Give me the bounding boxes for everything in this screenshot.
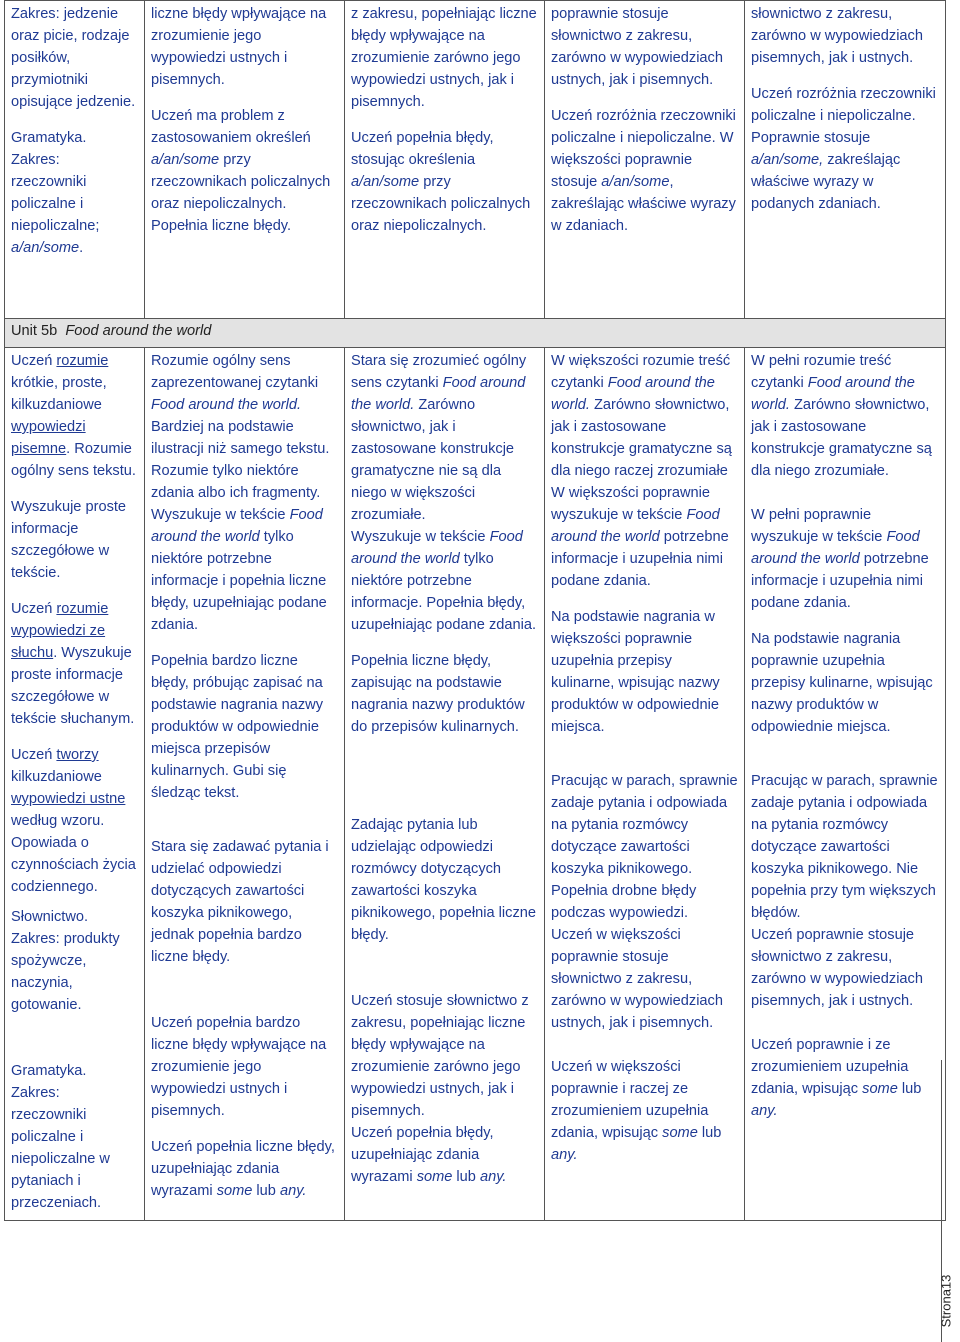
table-cell bbox=[145, 348, 345, 1221]
cell-text: z zakresu, popełniając liczne błędy wpływające na zrozumienie zarówno jego wypowiedzi ustnych, jak i pisemnych. bbox=[351, 6, 537, 110]
text: Uczeń popełnia liczne błędy, uzupełniając zdania wyrazami bbox=[151, 1139, 335, 1199]
text: krótkie, proste, kilkuzdaniowe bbox=[11, 375, 107, 413]
cell-text: Stara się zadawać pytania i udzielać odpowiedzi dotyczących zawartości koszyka piknikowego, jednak popełnia bardzo liczne błędy. bbox=[151, 839, 329, 965]
text: Food around the world. bbox=[151, 397, 302, 413]
text: Uczeń w większości poprawnie i raczej ze zrozumieniem uzupełnia zdania, wpisując bbox=[551, 1059, 709, 1141]
text: wypowiedzi pisemne bbox=[11, 419, 86, 457]
table-row bbox=[5, 348, 946, 1221]
text: tylko niektóre potrzebne informacje. Popełnia błędy, uzupełniając podane zdania. bbox=[351, 551, 537, 633]
cell-text: Uczeń w większości poprawnie stosuje słownictwo z zakresu, zarówno w wypowiedziach ustnych, jak i pisemnych. bbox=[551, 927, 723, 1031]
text: lub bbox=[252, 1183, 280, 1199]
cell-text: Słownictwo. Zakres: produkty spożywcze, naczynia, gotowanie. bbox=[11, 909, 120, 1013]
page-number bbox=[938, 1270, 958, 1330]
cell-text: poprawnie stosuje słownictwo z zakresu, zarówno w wypowiedziach ustnych, jak i pisemnych. bbox=[551, 6, 723, 88]
cell-text bbox=[351, 350, 538, 526]
text: W większości rozumie treść czytanki bbox=[551, 353, 731, 391]
text: tworzy bbox=[56, 747, 99, 763]
text: wypowiedzi ze słuchu bbox=[11, 623, 106, 661]
text: zakreślając właściwe wyrazy w podanych zdaniach. bbox=[751, 152, 901, 212]
text: lub bbox=[452, 1169, 480, 1185]
cell-text bbox=[751, 1034, 939, 1122]
assessment-table bbox=[4, 0, 946, 1221]
cell-text bbox=[151, 1136, 338, 1202]
unit-header bbox=[5, 319, 946, 348]
text: lub bbox=[897, 1081, 922, 1097]
text: Wyszukuje w tekście bbox=[151, 507, 290, 523]
text: według wzoru. Opowiada o czynnościach życia codziennego. bbox=[11, 813, 136, 895]
text: Food around the world. bbox=[351, 375, 526, 413]
text: tylko niektóre potrzebne informacje i popełnia liczne błędy, uzupełniając podane zdania. bbox=[151, 529, 327, 633]
cell-text bbox=[151, 105, 338, 237]
cell-text bbox=[551, 482, 738, 592]
text: . Rozumie ogólny sens tekstu. bbox=[11, 441, 136, 479]
text: . bbox=[79, 240, 84, 256]
text: rozumie bbox=[56, 601, 109, 617]
text: Uczeń ma problem z zastosowaniem określeń bbox=[151, 108, 311, 146]
page-number-text: Strona13 bbox=[938, 1274, 954, 1328]
cell-text: słownictwo z zakresu, zarówno w wypowiedziach pisemnych, jak i ustnych. bbox=[751, 6, 923, 66]
text: Uczeń bbox=[11, 747, 57, 763]
text: rozumie bbox=[56, 353, 109, 369]
cell-text bbox=[551, 350, 738, 482]
cell-text: Popełnia bardzo liczne błędy, próbując zapisać na podstawie nagrania nazwy produktów w odpowiednie miejsca przepisów kulinarnych. Gubi się śledząc tekst. bbox=[151, 653, 323, 801]
text: kilkuzdaniowe bbox=[11, 769, 102, 785]
text: Bardziej na podstawie ilustracji niż samego tekstu. Rozumie tylko niektóre zdania albo ich fragmenty. bbox=[151, 419, 330, 501]
cell-text bbox=[11, 350, 138, 482]
cell-text: Zadając pytania lub udzielając odpowiedzi rozmówcy dotyczących zawartości koszyka piknikowego, popełnia liczne błędy. bbox=[351, 817, 536, 943]
cell-text: liczne błędy wpływające na zrozumienie jego wypowiedzi ustnych i pisemnych. bbox=[151, 6, 327, 88]
cell-text bbox=[151, 350, 338, 504]
cell-text: Uczeń stosuje słownictwo z zakresu, popełniając liczne błędy wpływające na zrozumienie zarówno jego wypowiedzi ustnych, jak i pisemnych. bbox=[351, 993, 529, 1119]
cell-text: Gramatyka. Zakres: rzeczowniki policzalne i niepoliczalne w pytaniach i przeczeniach. bbox=[11, 1063, 110, 1211]
cell-text bbox=[351, 127, 538, 237]
text: Uczeń rozróżnia rzeczowniki policzalne i niepoliczalne. Poprawnie stosuje bbox=[751, 86, 936, 146]
text: Stara się zrozumieć ogólny sens czytanki bbox=[351, 353, 527, 391]
text: W większości poprawnie wyszukuje w tekście bbox=[551, 485, 710, 523]
text: Zarówno słownictwo, jak i zastosowane konstrukcje gramatyczne są dla niego zrozumiałe. bbox=[751, 397, 932, 479]
text: a/an/some, bbox=[751, 152, 824, 168]
text: Wyszukuje w tekście bbox=[351, 529, 490, 545]
text: Zarówno słownictwo, jak i zastosowane konstrukcje gramatyczne nie są dla niego w większości zrozumiałe. bbox=[351, 397, 515, 523]
text: Food around the world bbox=[551, 507, 720, 545]
text: Uczeń bbox=[11, 353, 57, 369]
text: a/an/some bbox=[151, 152, 220, 168]
text: Rozumie ogólny sens zaprezentowanej czytanki bbox=[151, 353, 319, 391]
text: any. bbox=[551, 1147, 578, 1163]
text: , zakreślając właściwe wyrazy w zdaniach. bbox=[551, 174, 736, 234]
cell-text bbox=[351, 1122, 538, 1188]
text: przy rzeczownikach policzalnych oraz niepoliczalnych. Popełnia liczne błędy. bbox=[151, 152, 331, 234]
cell-text: Na podstawie nagrania poprawnie uzupełnia przepisy kulinarne, wpisując nazwy produktów w odpowiednie miejsca. bbox=[751, 631, 933, 735]
cell-text bbox=[751, 350, 939, 482]
cell-text: Uczeń popełnia bardzo liczne błędy wpływające na zrozumienie jego wypowiedzi ustnych i pisemnych. bbox=[151, 1015, 327, 1119]
text: some bbox=[416, 1169, 453, 1185]
text: some bbox=[862, 1081, 898, 1097]
cell-text: Popełnia liczne błędy, zapisując na podstawie nagrania nazwy produktów do przepisów kulinarnych. bbox=[351, 653, 525, 735]
cell-text bbox=[551, 105, 738, 237]
cell-text bbox=[11, 598, 138, 730]
text: Uczeń bbox=[11, 601, 57, 617]
cell-text: Pracując w parach, sprawnie zadaje pytania i odpowiada na pytania rozmówcy dotyczące zawartości koszyka piknikowego. Nie popełnia przy tym większych błędów. bbox=[751, 773, 938, 921]
unit-header-row bbox=[5, 319, 946, 348]
cell-text bbox=[751, 83, 939, 215]
cell-text bbox=[11, 744, 138, 898]
text: przy rzeczownikach policzalnych oraz niepoliczalnych. bbox=[351, 174, 531, 234]
text: any. bbox=[751, 1103, 778, 1119]
cell-text bbox=[11, 127, 138, 259]
text: W pełni poprawnie wyszukuje w tekście bbox=[751, 507, 887, 545]
text: lub bbox=[697, 1125, 722, 1141]
cell-text: Uczeń poprawnie stosuje słownictwo z zakresu, zarówno w wypowiedziach pisemnych, jak i ustnych. bbox=[751, 927, 923, 1009]
table-cell bbox=[145, 1, 345, 319]
unit-label: Unit 5b bbox=[11, 323, 58, 339]
cell-text bbox=[751, 504, 939, 614]
cell-text bbox=[551, 1056, 738, 1166]
text: some bbox=[216, 1183, 253, 1199]
text: Uczeń popełnia błędy, uzupełniając zdania wyrazami bbox=[351, 1125, 494, 1185]
table-cell bbox=[545, 1, 745, 319]
table-row bbox=[5, 1, 946, 319]
cell-text: Wyszukuje proste informacje szczegółowe w tekście. bbox=[11, 499, 127, 581]
table-cell bbox=[745, 1, 946, 319]
text: Uczeń popełnia błędy, stosując określenia bbox=[351, 130, 494, 168]
table-cell bbox=[5, 348, 145, 1221]
text: Food around the world bbox=[351, 529, 523, 567]
text: Food around the world. bbox=[751, 375, 915, 413]
text: potrzebne informacje i uzupełnia nimi podane zdania. bbox=[551, 529, 729, 589]
text: Food around the world bbox=[751, 529, 920, 567]
text: wypowiedzi ustne bbox=[11, 791, 126, 807]
text: a/an/some bbox=[601, 174, 670, 190]
cell-text: Na podstawie nagrania w większości poprawnie uzupełnia przepisy kulinarne, wpisując nazwy produktów w odpowiednie miejsca. bbox=[551, 609, 720, 735]
text: any. bbox=[479, 1169, 507, 1185]
text: potrzebne informacje i uzupełnia nimi podane zdania. bbox=[751, 551, 929, 611]
text: a/an/some bbox=[351, 174, 420, 190]
cell-text bbox=[351, 526, 538, 636]
text: Uczeń rozróżnia rzeczowniki policzalne i niepoliczalne. W większości poprawnie stosuje bbox=[551, 108, 736, 190]
text: Food around the world. bbox=[551, 375, 715, 413]
cell-text: Zakres: jedzenie oraz picie, rodzaje posiłków, przymiotniki opisujące jedzenie. bbox=[11, 6, 136, 110]
table-cell bbox=[5, 1, 145, 319]
table-cell bbox=[345, 348, 545, 1221]
table-cell bbox=[745, 348, 946, 1221]
unit-title: Food around the world bbox=[65, 323, 212, 339]
text: Food around the world bbox=[151, 507, 323, 545]
cell-text: Pracując w parach, sprawnie zadaje pytania i odpowiada na pytania rozmówcy dotyczące zawartości koszyka piknikowego. Popełnia drobne błędy podczas wypowiedzi. bbox=[551, 773, 738, 921]
table-cell bbox=[545, 348, 745, 1221]
text: Zarówno słownictwo, jak i zastosowane konstrukcje gramatyczne są dla niego raczej zrozumiałe bbox=[551, 397, 732, 479]
text: . Wyszukuje proste informacje szczegółowe w tekście słuchanym. bbox=[11, 645, 135, 727]
text: Gramatyka. Zakres: rzeczowniki policzalne i niepoliczalne; bbox=[11, 130, 100, 234]
text: some bbox=[662, 1125, 698, 1141]
text: Uczeń poprawnie i ze zrozumieniem uzupełnia zdania, wpisując bbox=[751, 1037, 909, 1097]
cell-text bbox=[151, 504, 338, 636]
text: W pełni rozumie treść czytanki bbox=[751, 353, 892, 391]
text: a/an/some bbox=[11, 240, 80, 256]
text: any. bbox=[279, 1183, 307, 1199]
table-cell bbox=[345, 1, 545, 319]
